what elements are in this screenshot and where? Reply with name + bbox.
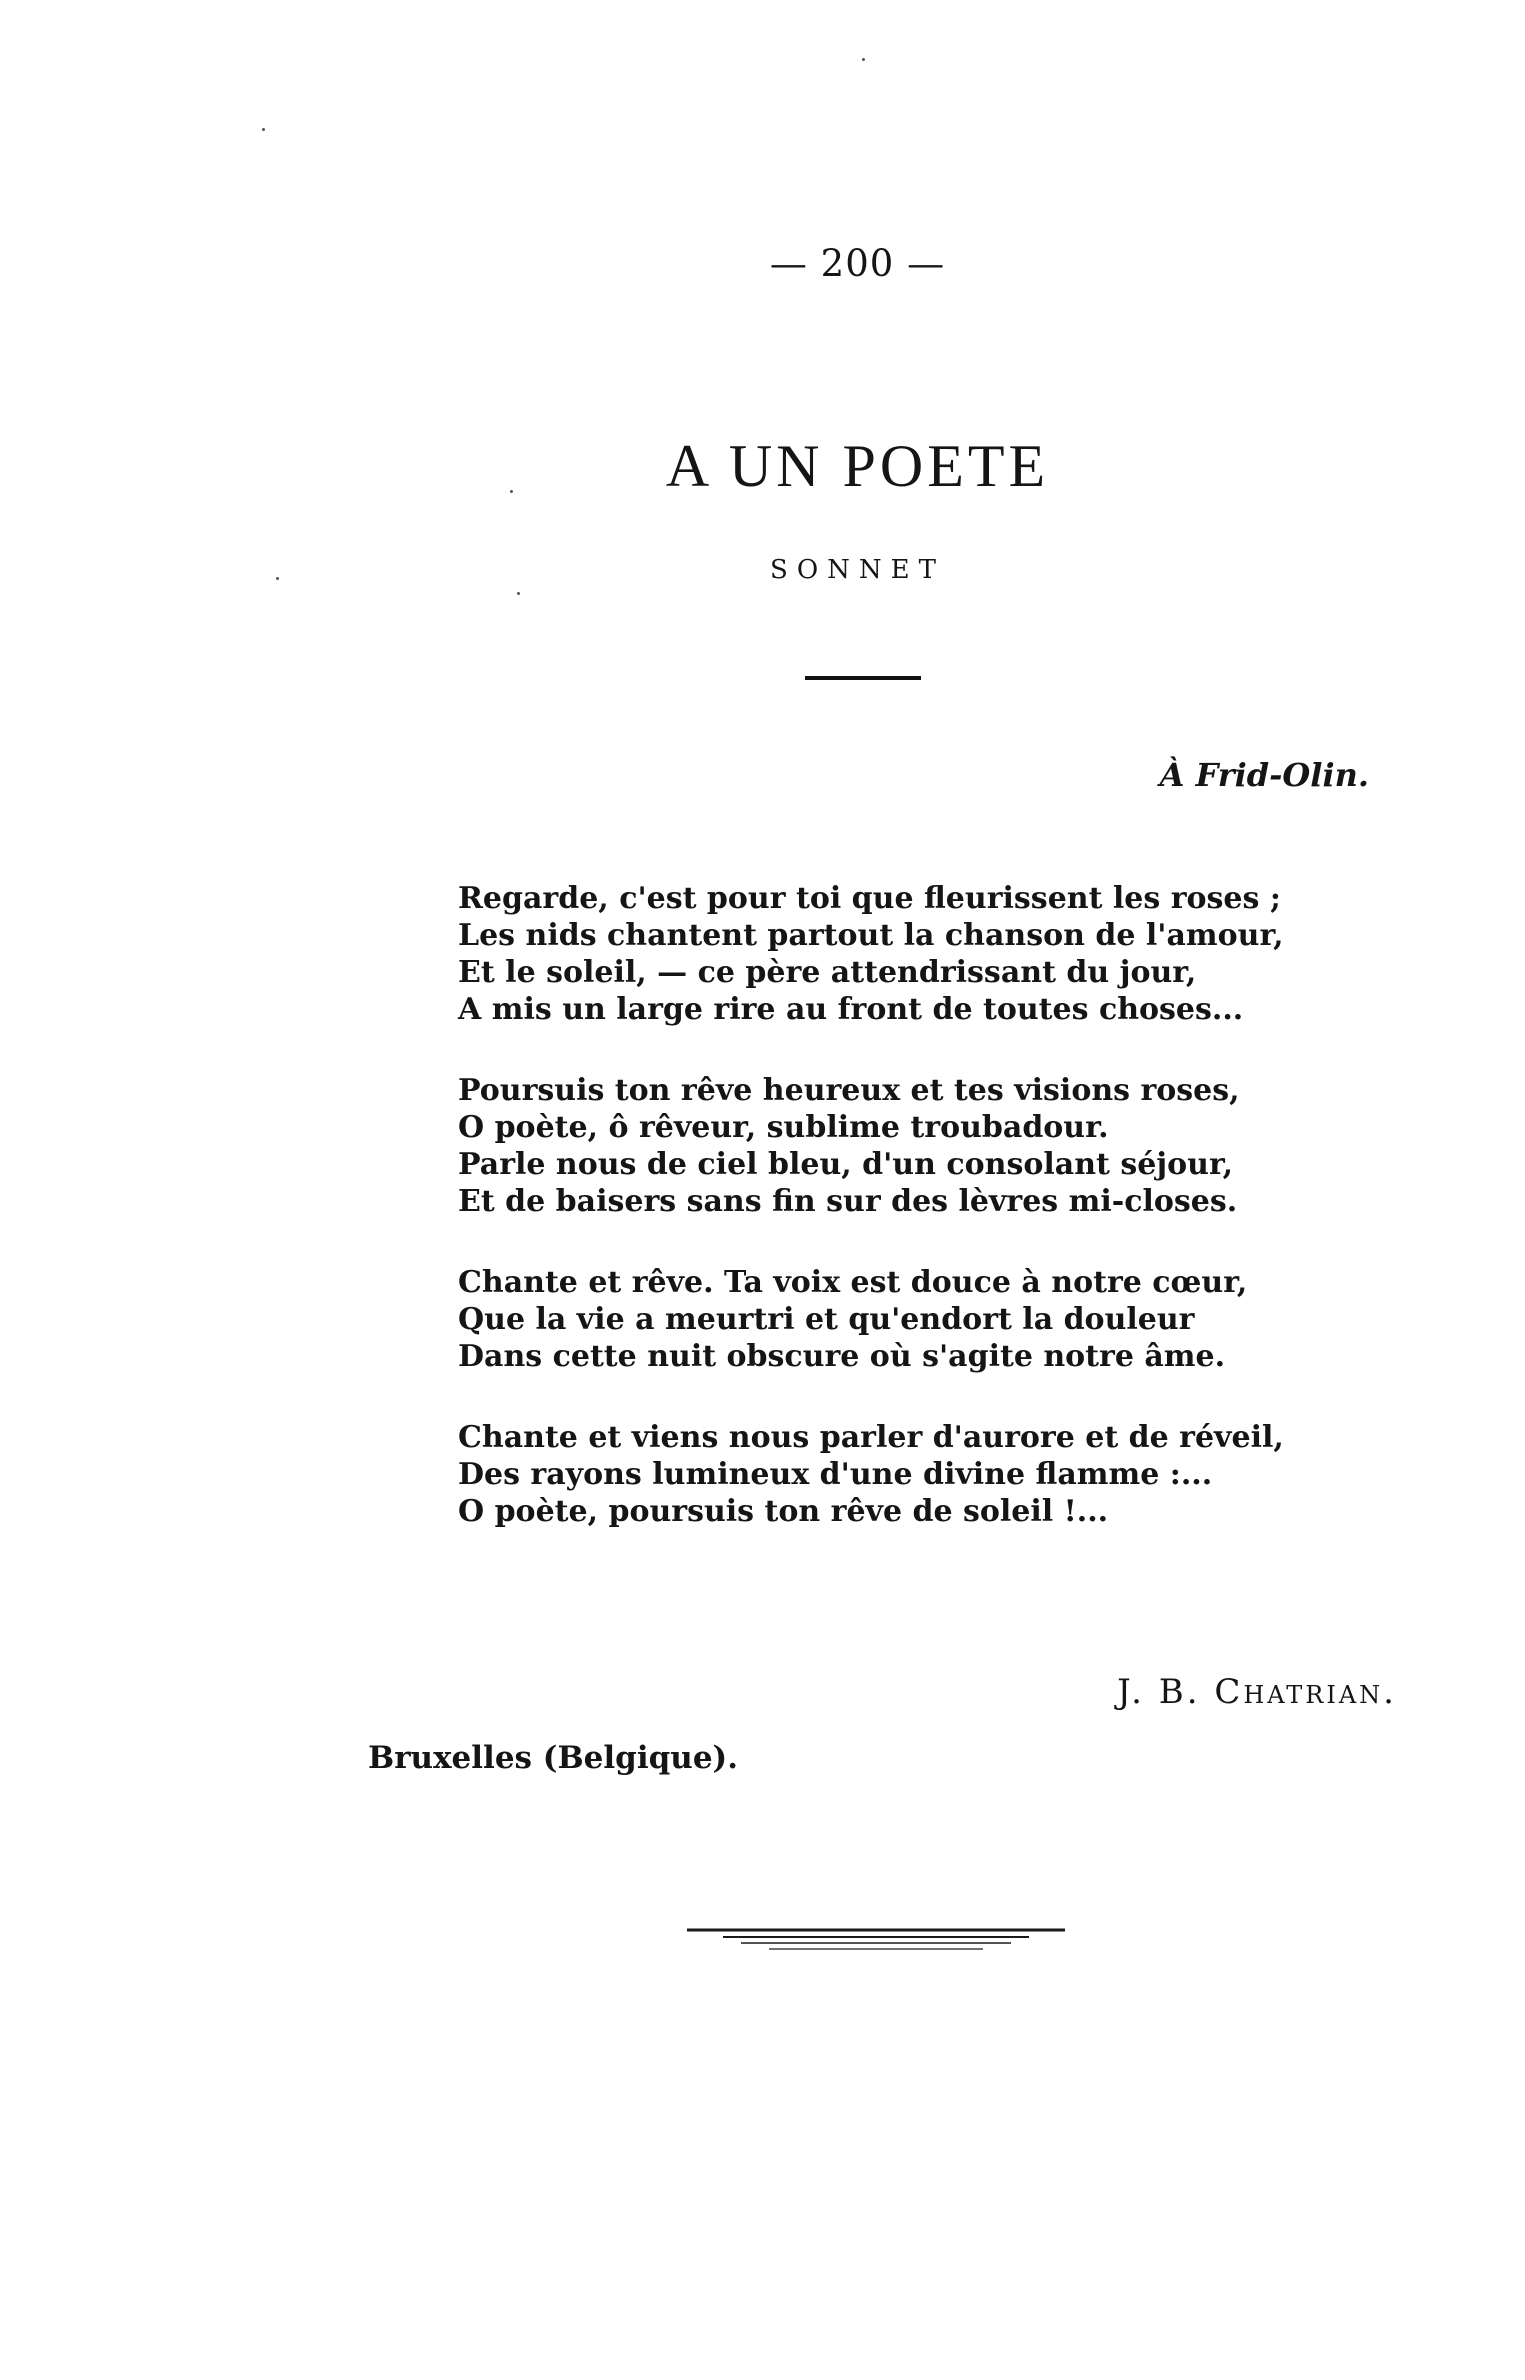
poem-title: A UN POETE bbox=[665, 433, 1050, 499]
scan-speck bbox=[862, 58, 865, 61]
poem-line: Chante et rêve. Ta voix est douce à notre cœur, bbox=[458, 1265, 1248, 1300]
poem-line: Et le soleil, — ce père attendrissant du jour, bbox=[458, 955, 1197, 990]
scan-speck bbox=[517, 592, 520, 595]
poem-line: Des rayons lumineux d'une divine flamme :... bbox=[458, 1457, 1213, 1492]
poem-line: Dans cette nuit obscure où s'agite notre âme. bbox=[458, 1339, 1226, 1374]
poem-body bbox=[458, 880, 1378, 1574]
end-ornament-rule bbox=[683, 1926, 1069, 1956]
poem-line: A mis un large rire au front de toutes choses... bbox=[458, 992, 1244, 1027]
title-rule bbox=[805, 676, 921, 680]
poem-line: Parle nous de ciel bleu, d'un consolant séjour, bbox=[458, 1147, 1234, 1182]
poem-line: Chante et viens nous parler d'aurore et de réveil, bbox=[458, 1420, 1284, 1455]
place-of-writing: Bruxelles (Belgique). bbox=[368, 1740, 739, 1776]
stanza-1 bbox=[458, 880, 1378, 1028]
poem-line: Regarde, c'est pour toi que fleurissent les roses ; bbox=[458, 881, 1281, 916]
poem-line: Les nids chantent partout la chanson de l'amour, bbox=[458, 918, 1284, 953]
poem-subtitle: SONNET bbox=[770, 555, 945, 585]
dedication: À Frid-Olin. bbox=[1159, 756, 1369, 794]
poem-line: O poète, poursuis ton rêve de soleil !... bbox=[458, 1494, 1109, 1529]
stanza-2 bbox=[458, 1072, 1378, 1220]
poem-line: Et de baisers sans fin sur des lèvres mi-closes. bbox=[458, 1184, 1238, 1219]
scan-speck bbox=[262, 128, 265, 131]
page-number: — 200 — bbox=[769, 242, 946, 285]
author-signature: J. B. Chatrian. bbox=[1117, 1672, 1397, 1712]
poem-line: O poète, ô rêveur, sublime troubadour. bbox=[458, 1110, 1109, 1145]
poem-line: Poursuis ton rêve heureux et tes visions roses, bbox=[458, 1073, 1240, 1108]
stanza-4 bbox=[458, 1419, 1378, 1530]
poem-line: Que la vie a meurtri et qu'endort la douleur bbox=[458, 1302, 1195, 1337]
stanza-3 bbox=[458, 1264, 1378, 1375]
